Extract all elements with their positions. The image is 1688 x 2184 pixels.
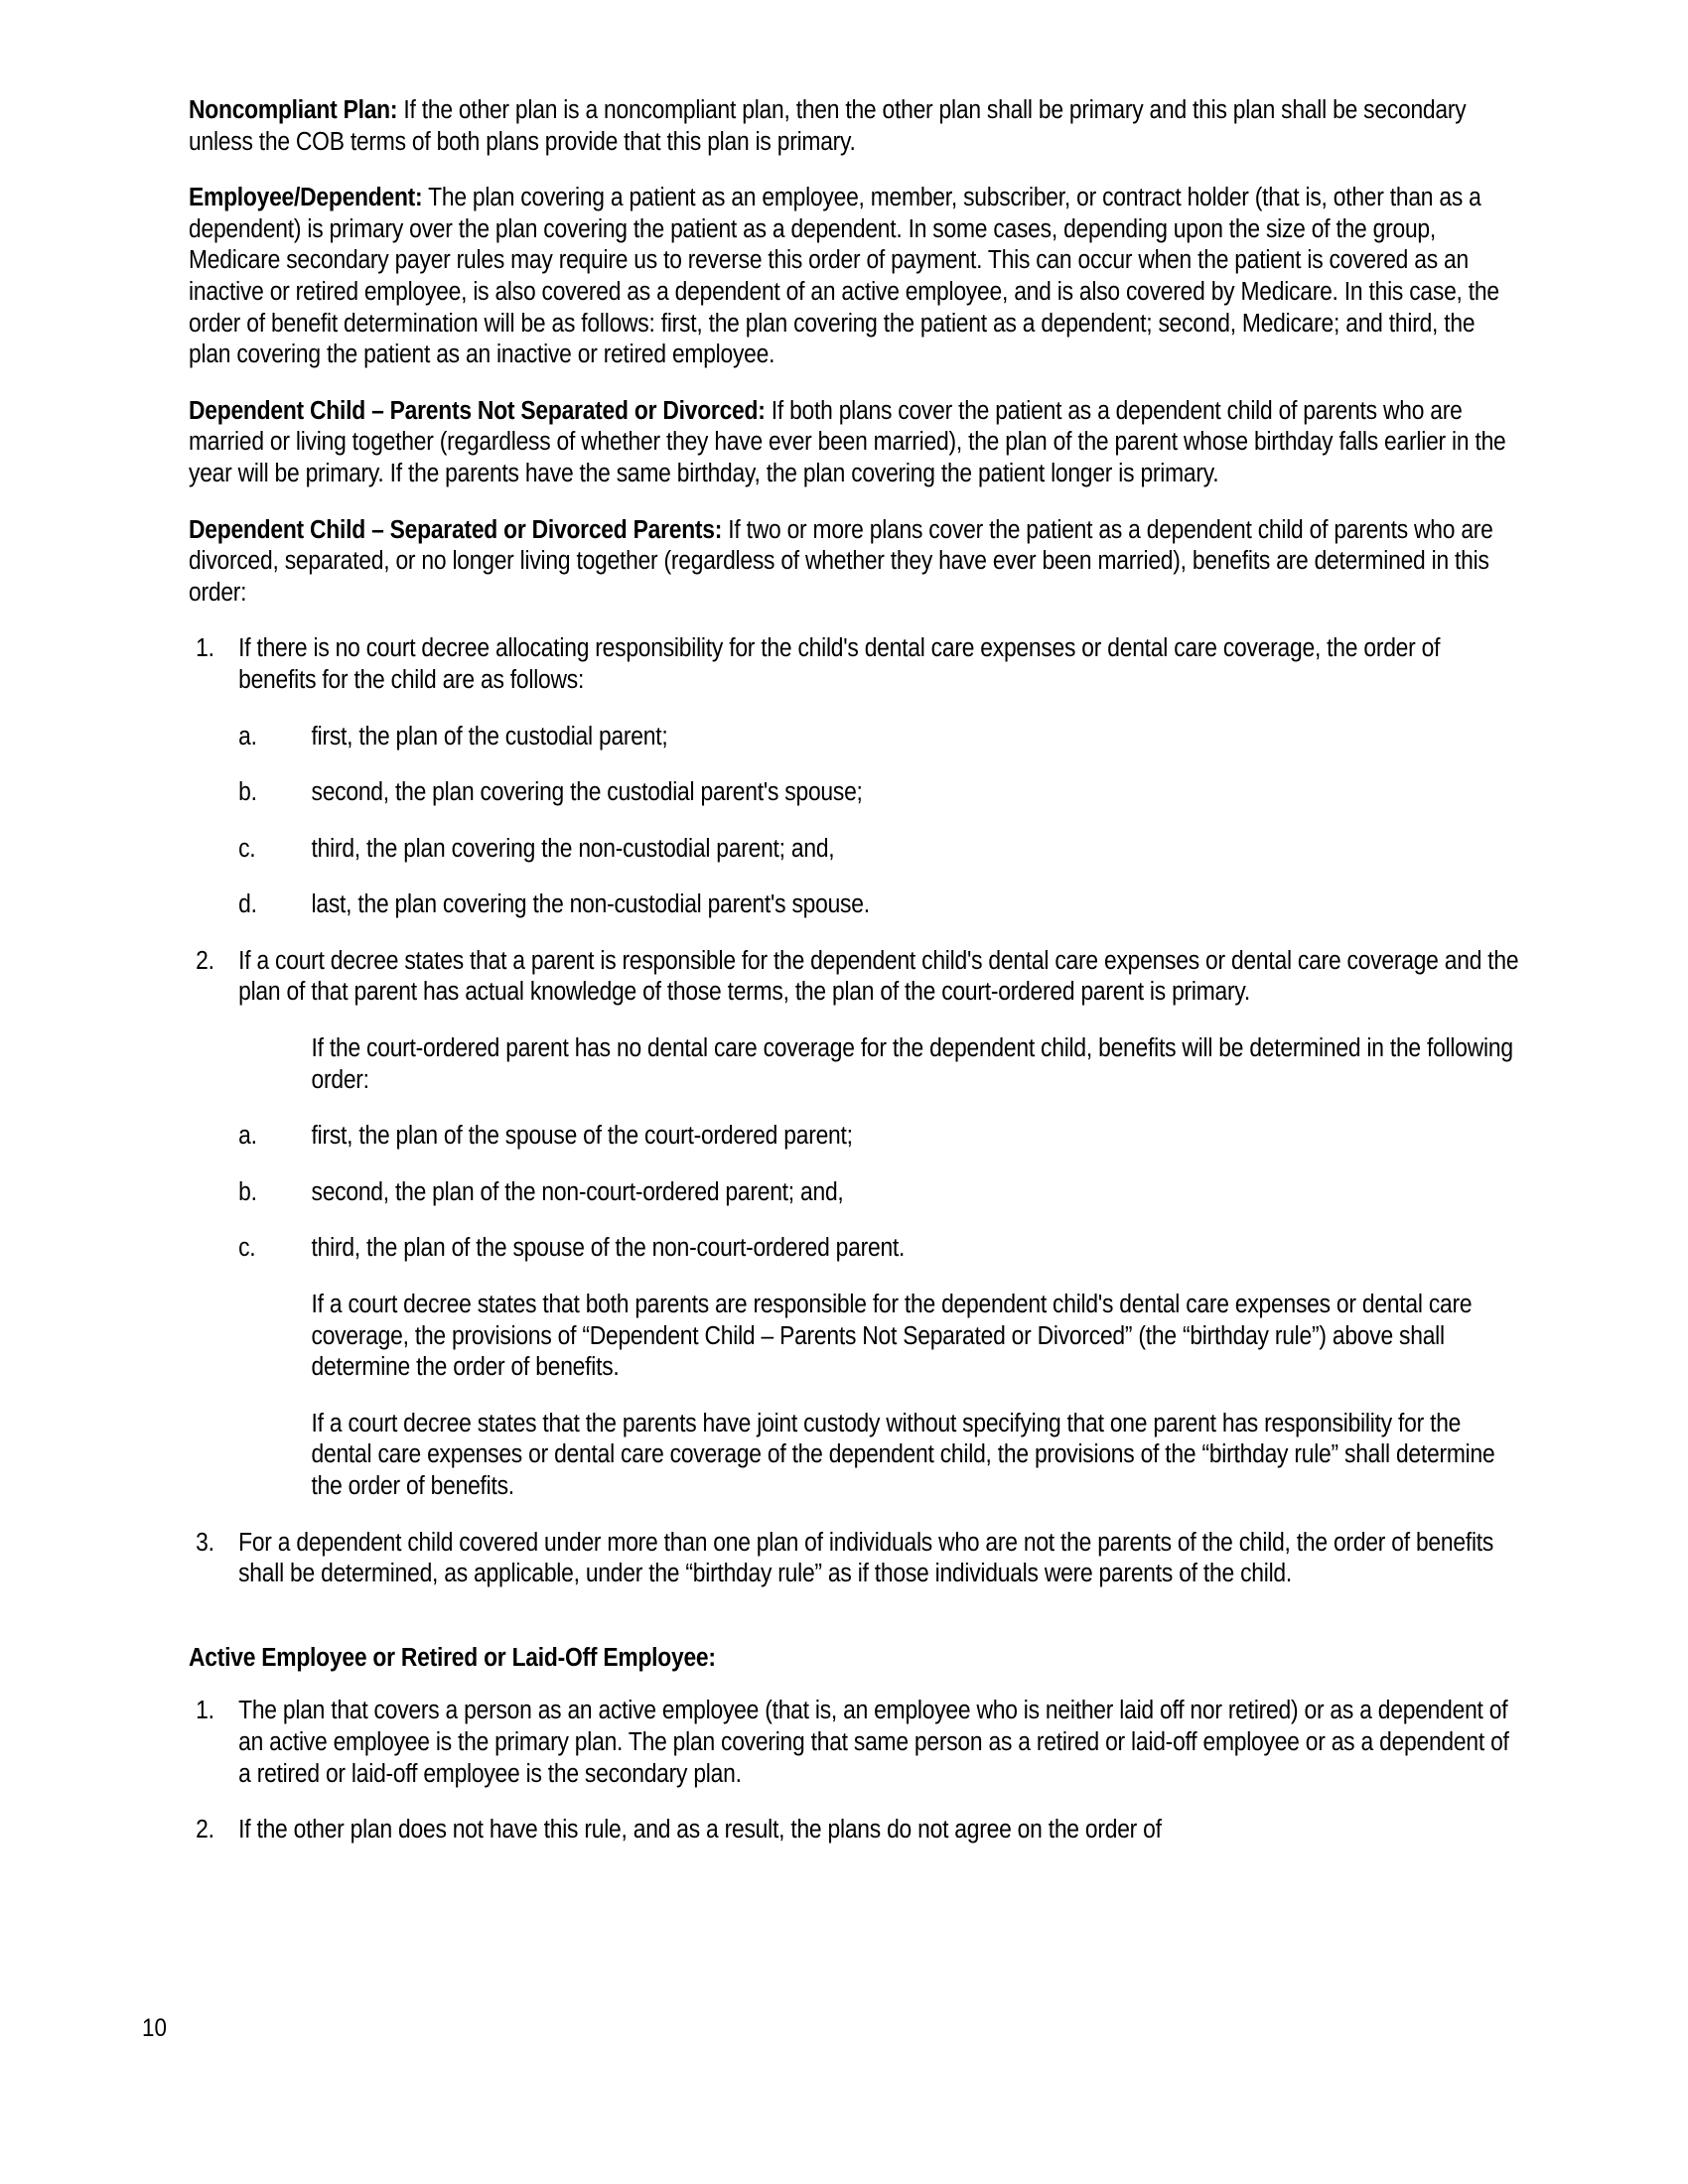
list-item-text: first, the plan of the custodial parent; <box>311 722 668 751</box>
list-item <box>189 946 1520 1503</box>
ordered-list-separated-divorced <box>189 633 1520 1589</box>
list-item-text: third, the plan covering the non-custodial parent; and, <box>311 834 835 863</box>
ordered-list-active-employee <box>189 1696 1520 1845</box>
list-item-text: The plan that covers a person as an active employee (that is, an employee who is neither laid off nor retired) or as a dependent of an active employee is the primary plan. The plan covering that same person as a retired or laid-off employee or as a dependent of a retired or laid-off employee is the secondary plan. <box>238 1697 1509 1788</box>
list-marker: 1. <box>196 1697 214 1725</box>
list-item-closing-paragraph: If a court decree states that both parents are responsible for the dependent child's dental care expenses or dental care coverage, the provisions of “Dependent Child – Parents Not Separated or Divorced” (the “birthday rule”) above shall determine the order of benefits. <box>311 1291 1473 1382</box>
list-item-text: second, the plan of the non-court-ordered parent; and, <box>311 1177 844 1206</box>
list-item <box>238 1233 1520 1265</box>
lead-label-dependent-child-separated: Dependent Child – Separated or Divorced Parents: <box>189 515 723 544</box>
section-heading-active-employee: Active Employee or Retired or Laid-Off Employee: <box>189 1643 716 1672</box>
list-item <box>238 1177 1520 1209</box>
list-marker: b. <box>238 778 257 807</box>
list-item <box>238 1121 1520 1153</box>
paragraph-text-dependent-child-separated: If two or more plans cover the patient as a dependent child of parents who are divorced, separated, or no longer living together (regardless of whether they have ever been married), benefits are determined in this order: <box>189 515 1493 607</box>
list-marker: 1. <box>196 634 214 663</box>
list-marker: 3. <box>196 1528 214 1557</box>
list-item <box>189 1815 1520 1846</box>
document-body <box>189 95 1520 1846</box>
list-item-text: second, the plan covering the custodial parent's spouse; <box>311 778 863 807</box>
list-marker: a. <box>238 1122 257 1151</box>
list-marker: c. <box>238 1234 256 1263</box>
paragraph-dependent-child-separated <box>189 515 1520 610</box>
page-number: 10 <box>142 2014 167 2042</box>
lettered-list-order-of-benefits <box>238 722 1520 921</box>
lead-label-noncompliant-plan: Noncompliant Plan: <box>189 96 398 124</box>
list-item-text: first, the plan of the spouse of the court-ordered parent; <box>311 1122 853 1151</box>
list-item <box>238 834 1520 866</box>
section-spacer <box>189 1615 1520 1643</box>
list-marker: c. <box>238 834 256 863</box>
paragraph-employee-dependent <box>189 183 1520 371</box>
lead-label-employee-dependent: Employee/Dependent: <box>189 184 423 212</box>
lead-label-dependent-child-not-separated: Dependent Child – Parents Not Separated or Divorced: <box>189 396 766 425</box>
list-item-text: If there is no court decree allocating responsibility for the child's dental care expenses or dental care coverage, the order of benefits for the child are as follows: <box>238 634 1441 694</box>
paragraph-noncompliant-plan <box>189 95 1520 158</box>
list-item <box>189 1696 1520 1790</box>
list-marker: b. <box>238 1177 257 1206</box>
lettered-list-court-ordered-order <box>238 1121 1520 1265</box>
paragraph-text-noncompliant-plan: If the other plan is a noncompliant plan, then the other plan shall be primary and this plan shall be secondary unless the COB terms of both plans provide that this plan is primary. <box>189 96 1467 156</box>
paragraph-text-employee-dependent: The plan covering a patient as an employee, member, subscriber, or contract holder (that is, other than as a dependent) is primary over the plan covering the patient as a dependent. In some cases, depending upon the size of the group, Medicare secondary payer rules may require us to reverse this order of payment. This can occur when the patient is covered as an inactive or retired employee, is also covered as a dependent of an active employee, and is also covered by Medicare. In this case, the order of benefit determination will be as follows: first, the plan covering the patient as a dependent; second, Medicare; and third, the plan covering the patient as an inactive or retired employee. <box>189 184 1499 369</box>
list-item <box>238 777 1520 809</box>
paragraph-text-dependent-child-not-separated: If both plans cover the patient as a dependent child of parents who are married or living together (regardless of whether they have ever been married), the plan of the parent whose birthday falls earlier in the year will be primary. If the parents have the same birthday, the plan covering the patient longer is primary. <box>189 396 1506 487</box>
list-item-text: third, the plan of the spouse of the non-court-ordered parent. <box>311 1234 906 1263</box>
list-item <box>238 722 1520 753</box>
list-marker: 2. <box>196 1816 214 1844</box>
list-item-closing-paragraph: If a court decree states that the parents have joint custody without specifying that one parent has responsibility for the dental care expenses or dental care coverage of the dependent child, the provisions of the “birthday rule” shall determine the order of benefits. <box>311 1409 1495 1500</box>
list-marker: a. <box>238 722 257 751</box>
list-item-text: If a court decree states that a parent is responsible for the dependent child's dental care expenses or dental care coverage and the plan of that parent has actual knowledge of those terms, the plan of the court-ordered parent is primary. <box>238 946 1519 1007</box>
list-item-intro-paragraph: If the court-ordered parent has no dental care coverage for the dependent child, benefits will be determined in the following order: <box>311 1034 1513 1094</box>
paragraph-dependent-child-not-separated <box>189 396 1520 490</box>
list-item <box>189 1528 1520 1590</box>
list-item-text: If the other plan does not have this rule, and as a result, the plans do not agree on the order of <box>238 1816 1162 1844</box>
list-item-text: For a dependent child covered under more than one plan of individuals who are not the parents of the child, the order of benefits shall be determined, as applicable, under the “birthday rule” as if those individuals were parents of the child. <box>238 1528 1494 1588</box>
list-marker: 2. <box>196 946 214 975</box>
list-marker: d. <box>238 890 257 919</box>
list-item <box>238 889 1520 921</box>
list-item <box>189 633 1520 921</box>
list-item-text: last, the plan covering the non-custodial parent's spouse. <box>311 890 870 919</box>
